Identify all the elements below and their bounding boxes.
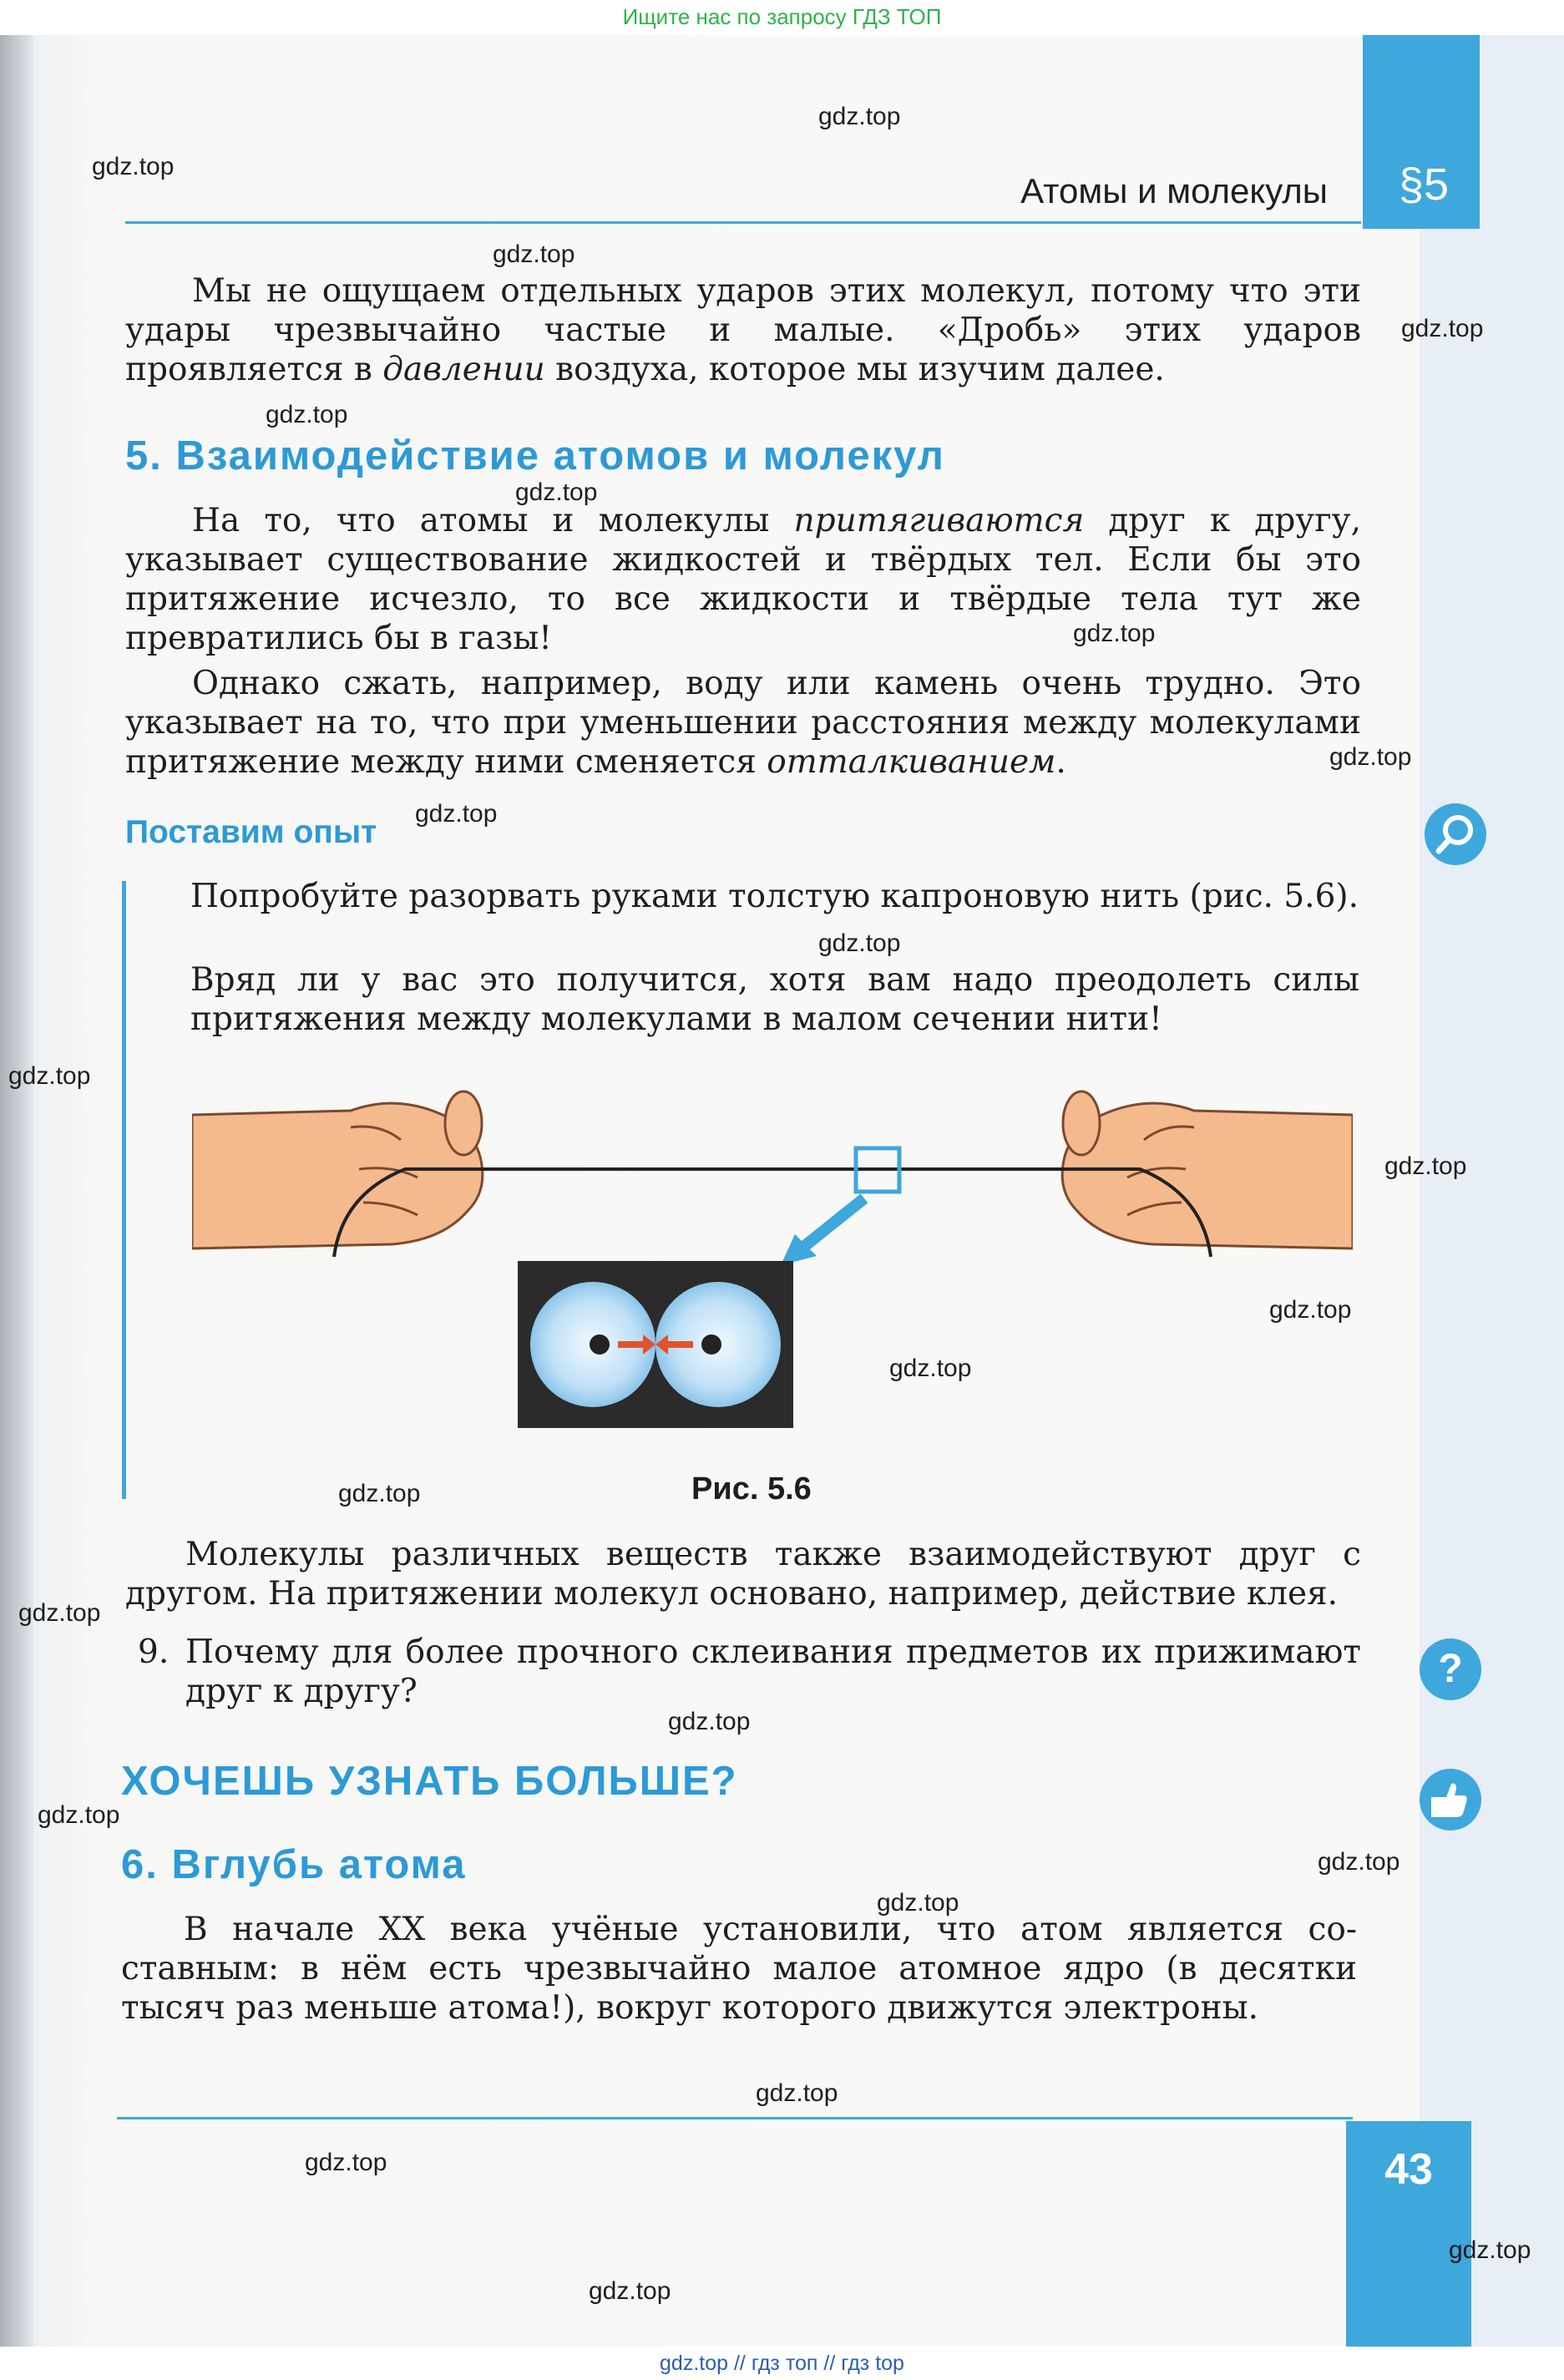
watermark: gdz.top: [1073, 620, 1156, 647]
right-thumb: [1063, 1091, 1100, 1155]
top-banner[interactable]: Ищите нас по запросу ГДЗ ТОП: [622, 4, 942, 29]
watermark: gdz.top: [889, 1355, 972, 1382]
watermark: gdz.top: [1269, 1296, 1352, 1324]
paragraph-label: §5: [1398, 160, 1450, 210]
s5-p2-a: Однако сжать, например, воду или камень очень трудно. Это указывает на то, что при уменьшении расстояния между молекулами притяжение между ними сменяется: [125, 665, 1361, 781]
watermark: gdz.top: [756, 2079, 838, 2107]
watermark: gdz.top: [92, 153, 175, 180]
question-number: 9.: [138, 1633, 170, 1671]
left-hand: [192, 1103, 483, 1248]
watermark: gdz.top: [1384, 1152, 1467, 1180]
after-text: Молекулы различных веществ также взаимодействуют друг с другом. На притяжении молекул основано, например, действие клея.: [125, 1536, 1361, 1613]
watermark: gdz.top: [589, 2277, 671, 2305]
page-spine: [0, 35, 33, 2347]
experiment-heading: Поставим опыт: [125, 814, 377, 850]
question-text: Почему для более прочного склеивания предметов их прижимают друг к другу?: [185, 1633, 1361, 1710]
figure-caption: Рис. 5.6: [691, 1471, 812, 1506]
watermark: gdz.top: [1401, 315, 1484, 342]
intro-tail: воздуха, которое мы изучим далее.: [555, 351, 1165, 388]
watermark: gdz.top: [877, 1889, 959, 1917]
intro-paragraph: [125, 271, 1361, 389]
watermark: gdz.top: [493, 241, 575, 268]
watermark: gdz.top: [266, 401, 348, 428]
s5-p1-a: На то, что атомы и молекулы: [192, 502, 770, 539]
chapter-title: Атомы и молекулы: [1020, 171, 1328, 210]
s5-p2-b: .: [1055, 743, 1066, 781]
header-rule: [125, 221, 1361, 224]
search-icon[interactable]: [1425, 803, 1486, 865]
watermark: gdz.top: [818, 103, 901, 130]
more-heading: ХОЧЕШЬ УЗНАТЬ БОЛЬШЕ?: [121, 1759, 738, 1804]
watermark: gdz.top: [38, 1801, 120, 1829]
thumbs-up-icon[interactable]: [1420, 1769, 1481, 1831]
s5-p2-italic: отталкиванием: [767, 743, 1056, 781]
experiment-paragraph-2: Вряд ли у вас это получится, хотя вам надо преодолеть силы притяжения между молекулами в малом сечении нити!: [190, 961, 1359, 1038]
question-icon[interactable]: ?: [1420, 1638, 1481, 1700]
after-experiment-paragraph: [125, 1535, 1361, 1613]
nucleus-right: [701, 1334, 721, 1355]
page-number: 43: [1384, 2145, 1433, 2194]
section-5-paragraph-2: [125, 664, 1361, 782]
section-6-paragraph: [121, 1910, 1357, 2028]
figure-5-6: [192, 1077, 1353, 1445]
right-margin-strip: [1420, 35, 1564, 2347]
zoom-arrow: [802, 1198, 864, 1248]
left-thumb: [445, 1091, 482, 1155]
experiment-bar: [122, 881, 126, 1499]
nucleus-left: [590, 1334, 610, 1355]
s5-p1-b: друг к другу, указывает существование жидкостей и твёрдых тел. Если бы это притяжение исчезло, то все жидкости и твёрдые тела тут же превратились бы в газы!: [125, 502, 1362, 657]
watermark: gdz.top: [668, 1708, 751, 1735]
intro-italic: давлении: [382, 351, 545, 388]
intro-text: Мы не ощущаем отдельных ударов этих молекул, потому что эти удары чрезвычайно частые и малые. «Дробь» этих ударов проявляется в: [125, 272, 1361, 388]
magnifier-glyph: [1425, 803, 1486, 865]
thumb-glyph: [1420, 1769, 1481, 1831]
watermark: gdz.top: [1329, 743, 1412, 771]
watermark: gdz.top: [305, 2149, 387, 2176]
right-hand: [1062, 1103, 1353, 1248]
experiment-paragraph-1: Попробуйте разорвать руками толстую капроновую нить (рис. 5.6).: [190, 878, 1359, 915]
s5-p1-italic: притягиваются: [793, 502, 1085, 539]
watermark: gdz.top: [1318, 1848, 1400, 1876]
s6-text: В начале XX века учёные установили, что атом является составным: в нём есть чрезвычайно малое атомное ядро (в десятки тысяч раз меньше атома!), вокруг которого движутся электроны.: [121, 1911, 1357, 2027]
watermark: gdz.top: [415, 800, 498, 828]
watermark: gdz.top: [8, 1062, 91, 1090]
footer-rule: [117, 2117, 1353, 2119]
section-5-paragraph-1: [125, 501, 1361, 658]
bottom-banner[interactable]: gdz.top // гдз топ // гдз top: [660, 2352, 904, 2375]
section-6-heading: 6. Вглубь атома: [121, 1842, 467, 1887]
section-5-heading: 5. Взаимодействие атомов и молекул: [125, 433, 945, 479]
watermark: gdz.top: [818, 929, 901, 957]
watermark: gdz.top: [1449, 2236, 1531, 2264]
watermark: gdz.top: [515, 479, 598, 506]
watermark: gdz.top: [338, 1480, 421, 1507]
watermark: gdz.top: [18, 1599, 101, 1627]
